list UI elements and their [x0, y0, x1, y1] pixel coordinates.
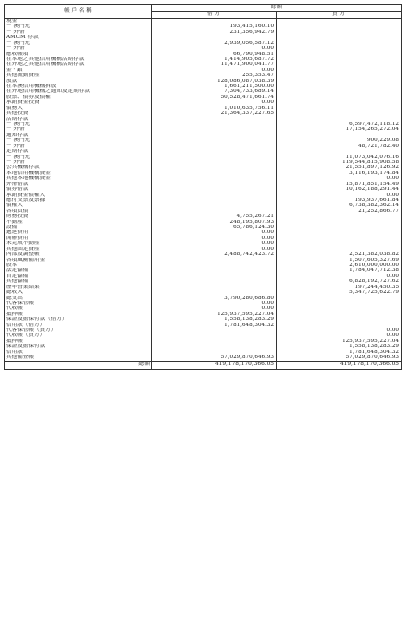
- account-name-cell: 股本: [5, 263, 152, 268]
- debit-cell: 0.00: [152, 100, 277, 105]
- debit-cell: 0.00: [152, 68, 277, 73]
- account-name-cell: 通知存款: [5, 133, 152, 138]
- credit-header: 貸 方: [277, 12, 402, 19]
- account-name-cell: 財務投資: [5, 214, 152, 219]
- credit-cell: 21,551,897,126.92: [345, 165, 399, 171]
- account-name-cell: 遞延費用: [5, 230, 152, 235]
- account-name-cell: 應收帳項: [5, 52, 152, 57]
- debit-cell: 65,786,124.30: [152, 225, 277, 230]
- account-name-cell: － 澳門元: [5, 138, 152, 143]
- credit-cell: 193,937,661.84: [354, 197, 399, 203]
- account-name-cell: AMCM 存款: [5, 35, 152, 40]
- credit-cell: 900,229.08: [366, 138, 399, 144]
- account-name-cell: 在本地之其他信用機構活期存款: [5, 57, 152, 62]
- account-name-cell: 信用狀: [5, 350, 152, 355]
- debit-cell: 125,937,595,227.04: [152, 312, 277, 317]
- debit-cell: 4,755,267.21: [152, 214, 277, 219]
- credit-cell: 0.00: [386, 192, 399, 198]
- balance-table: [4, 4, 402, 370]
- debit-cell: 231,356,942.79: [152, 30, 277, 35]
- account-name-cell: 各項負債: [5, 209, 152, 214]
- account-name-cell: 金 · 銀: [5, 68, 152, 73]
- account-name-cell: － 外幣: [5, 160, 152, 165]
- account-name-cell: 其他儲備: [5, 279, 152, 284]
- debit-cell: 66,790,948.51: [152, 52, 277, 57]
- credit-cell: 1,558,138,283.29: [349, 344, 399, 350]
- debit-cell: 2,939,056,587.12: [152, 41, 277, 46]
- credit-cell: 6,597,472,118.12: [349, 122, 399, 128]
- credit-cell: 1,507,605,327.69: [349, 257, 399, 263]
- debit-cell: 1,558,138,283.29: [152, 317, 277, 322]
- account-name-cell: 代客保管帳（貸方）: [5, 328, 152, 333]
- credit-cell: 0.00: [386, 176, 399, 182]
- account-name-cell: 抵押帳: [5, 339, 152, 344]
- credit-cell: 57,029,870,646.93: [277, 355, 402, 361]
- account-name-cell: 其他備查帳: [5, 355, 152, 361]
- account-name-cell: 歷年營業結果: [5, 285, 152, 290]
- account-name-cell: 自定儲備: [5, 274, 152, 279]
- debit-cell: 0.00: [152, 46, 277, 51]
- account-name-cell: 本地信用機構資金: [5, 171, 152, 176]
- total-credit: 419,178,170,366.05: [277, 361, 402, 369]
- account-name-cell: 開辦費用: [5, 236, 152, 241]
- account-name-cell: 各項風險備用金: [5, 258, 152, 263]
- debit-cell: 0.00: [152, 306, 277, 311]
- debit-cell: 248,195,807.93: [152, 220, 277, 225]
- account-name-cell: － 澳門元: [5, 24, 152, 29]
- account-name-cell: － 澳門元: [5, 155, 152, 160]
- account-name-cell: 總支出: [5, 296, 152, 301]
- account-name-cell: 公共機構存款: [5, 165, 152, 170]
- account-name-header: 帳 戶 名 稱: [5, 5, 152, 19]
- debit-cell: 11,471,900,041.77: [152, 62, 277, 67]
- debit-cell: 0.00: [152, 236, 277, 241]
- account-name-cell: 在外地信用機構之通知及定期存款: [5, 89, 152, 94]
- header-row-1: [5, 5, 402, 12]
- credit-cell: 17,154,265,272.04: [345, 127, 399, 133]
- credit-cell: 0.00: [386, 273, 399, 279]
- account-name-cell: 承銷資金債權人: [5, 193, 152, 198]
- account-name-cell: 定期存款: [5, 149, 152, 154]
- account-name-cell: 股票、債券及債權: [5, 95, 152, 100]
- credit-cell: 6,738,382,362.14: [349, 203, 399, 209]
- account-name-cell: 內部及調整帳: [5, 252, 152, 257]
- debit-cell: 21,364,337,227.65: [152, 111, 277, 116]
- credit-cell: 2,610,000,000.00: [349, 262, 399, 268]
- account-name-cell: 信用狀（借方）: [5, 323, 152, 328]
- account-name-cell: 其他投資: [5, 111, 152, 116]
- account-name-cell: 代收帳: [5, 306, 152, 311]
- debit-cell: 0.00: [152, 247, 277, 252]
- account-name-cell: 代收帳（貸方）: [5, 333, 152, 338]
- account-name-cell: 其他固定資產: [5, 247, 152, 252]
- account-name-cell: 代客保管帳: [5, 301, 152, 306]
- account-name-cell: 活期存款: [5, 117, 152, 122]
- account-name-cell: 外幣借款: [5, 182, 152, 187]
- account-name-cell: － 澳門元: [5, 41, 152, 46]
- account-name-cell: － 外幣: [5, 30, 152, 35]
- account-name-cell: － 澳門元: [5, 122, 152, 127]
- credit-cell: 0.00: [386, 333, 399, 339]
- debit-cell: 128,086,087,038.39: [152, 79, 277, 84]
- account-name-cell: － 外幣: [5, 127, 152, 132]
- debit-cell: 1,414,905,687.72: [152, 57, 277, 62]
- total-debit: 419,178,170,366.05: [152, 361, 277, 369]
- debit-cell: 3,790,280,686.80: [152, 296, 277, 301]
- account-name-cell: － 外幣: [5, 46, 152, 51]
- account-name-cell: 債權人: [5, 203, 152, 208]
- account-name-cell: － 外幣: [5, 144, 152, 149]
- credit-cell: 10,162,188,291.44: [345, 187, 399, 193]
- account-name-cell: 應付支票及票據: [5, 198, 152, 203]
- debit-cell: 1,010,635,756.11: [152, 106, 277, 111]
- debit-cell: 7,304,733,689.14: [152, 89, 277, 94]
- debit-cell: 193,415,160.10: [152, 24, 277, 29]
- debit-cell: 1,661,211,500.00: [152, 84, 277, 89]
- credit-cell: 197,244,450.35: [354, 284, 399, 290]
- credit-cell: 0.00: [386, 328, 399, 334]
- account-name-cell: 承銷資金投資: [5, 100, 152, 105]
- credit-cell: 21,252,866.77: [358, 208, 399, 214]
- credit-cell: 1,784,047,712.38: [349, 268, 399, 274]
- amount-header: 餘額: [152, 5, 402, 12]
- credit-cell: 119,544,815,908.58: [342, 159, 399, 165]
- credit-cell: 3,116,193,174.84: [349, 170, 399, 176]
- account-name-cell: 債券借款: [5, 187, 152, 192]
- account-name-cell: 法定儲備: [5, 268, 152, 273]
- debit-cell: 0.00: [152, 230, 277, 235]
- credit-cell: 2,521,382,038.82: [349, 252, 399, 258]
- debit-header: 借 方: [152, 12, 277, 19]
- credit-cell: 125,937,595,227.04: [342, 338, 399, 344]
- account-name-cell: 其他本地機構資金: [5, 176, 152, 181]
- credit-cell: 15,871,851,154.49: [345, 181, 399, 187]
- credit-cell: 5,347,725,622.79: [349, 290, 399, 296]
- balance-sheet: [4, 4, 402, 626]
- debit-cell: 0.00: [152, 301, 277, 306]
- debit-cell: 50,528,471,661.74: [152, 95, 277, 100]
- debit-cell: 255,353.47: [152, 73, 277, 78]
- account-name-cell: 現金: [5, 19, 152, 25]
- account-name-cell: 在本澳信用機構拆放: [5, 84, 152, 89]
- total-label: 總額: [5, 361, 152, 369]
- total-row: [5, 361, 402, 369]
- account-name-cell: 其他流動資產: [5, 73, 152, 78]
- account-name-cell: 設備: [5, 225, 152, 230]
- debit-cell: 2,488,742,423.72: [152, 252, 277, 257]
- account-name-cell: 保證及擔保付款: [5, 344, 152, 349]
- debit-cell: 0.00: [152, 241, 277, 246]
- credit-cell: 48,721,782.40: [358, 143, 399, 149]
- table-body: [5, 19, 402, 362]
- credit-cell: 1,781,648,304.32: [349, 349, 399, 355]
- account-name-cell: 放款: [5, 79, 152, 84]
- account-name-cell: 在外地之其他信用機構活期存款: [5, 62, 152, 67]
- account-name-cell: 債務人: [5, 106, 152, 111]
- debit-cell: 1,781,648,304.32: [152, 323, 277, 328]
- account-name-cell: 未完成不動產: [5, 241, 152, 246]
- account-name-cell: 保證及擔保付款（借方）: [5, 317, 152, 322]
- account-name-cell: 不動產: [5, 220, 152, 225]
- credit-cell: 6,828,192,727.62: [349, 279, 399, 285]
- account-name-cell: 總收入: [5, 290, 152, 295]
- account-name-cell: 抵押帳: [5, 312, 152, 317]
- debit-cell: 57,029,870,646.93: [152, 355, 277, 361]
- credit-cell: 11,073,042,076.16: [345, 154, 399, 160]
